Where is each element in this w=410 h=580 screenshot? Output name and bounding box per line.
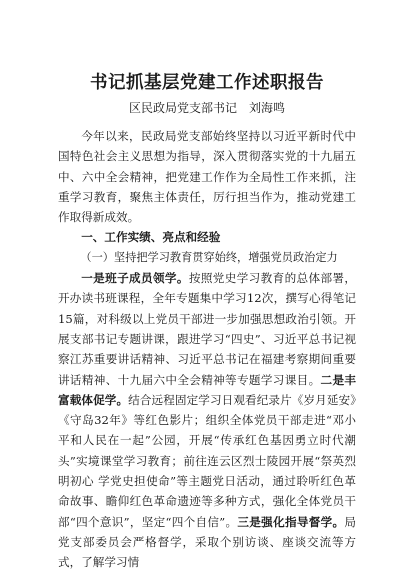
document-author: 区民政局党支部书记 刘海鸣	[128, 101, 285, 115]
point-text: 结合远程固定学习日观看纪录片《岁月延安》《守岛32年》等红色影片；组织全体党员干部走进“邓小平和人民在一起”公园，开展“传承红色基因勇立时代潮头”实境课堂学习教育；前往连云区烈士陵园开展“祭英烈明初心 学党史担使命”等主题党日活动，通过聆听红色革命故事、瞻仰红色革命遗迹等多种方式，强化全体党员干部“四个意识”，坚定“四个自信”。	[58, 392, 356, 529]
point-lead: 二是丰富载体促学。	[58, 372, 356, 407]
body-paragraph	[58, 268, 356, 572]
document-title: 书记抓基层党建工作述职报告	[90, 73, 324, 93]
subsection-heading: （一）坚持把学习教育贯穿始终，增强党员政治定力	[80, 250, 338, 264]
point-lead: 一是班子成员领学。	[81, 271, 189, 286]
intro-paragraph: 今年以来，民政局党支部始终坚持以习近平新时代中国特色社会主义思想为指导，深入贯彻落实党的十九届五中、六中全会精神，把党建工作作为全局性工作来抓，注重学习教育，聚焦主体责任，厉行担当作为，推动党建工作取得新成效。	[58, 129, 356, 225]
section-heading: 一、工作实绩、亮点和经验	[81, 230, 221, 245]
point-lead: 三是强化指导督学。	[237, 514, 345, 529]
point-text: 按照党史学习教育的总体部署，开办读书班课程，全年专题集中学习12次，撰写心得笔记15篇，对科级以上党员干部进一步加强思想政治引领。开展支部书记专题讲课，跟进学习“四史”、习近平总书记视察江苏重要讲话精神、习近平总书记在福建考察期间重要讲话精神、十九届六中全会精神等专题学习课目。	[58, 271, 356, 387]
point-text: 局党支部委员会严格督学，采取个别访谈、座谈交流等方式，了解学习情	[58, 514, 356, 570]
